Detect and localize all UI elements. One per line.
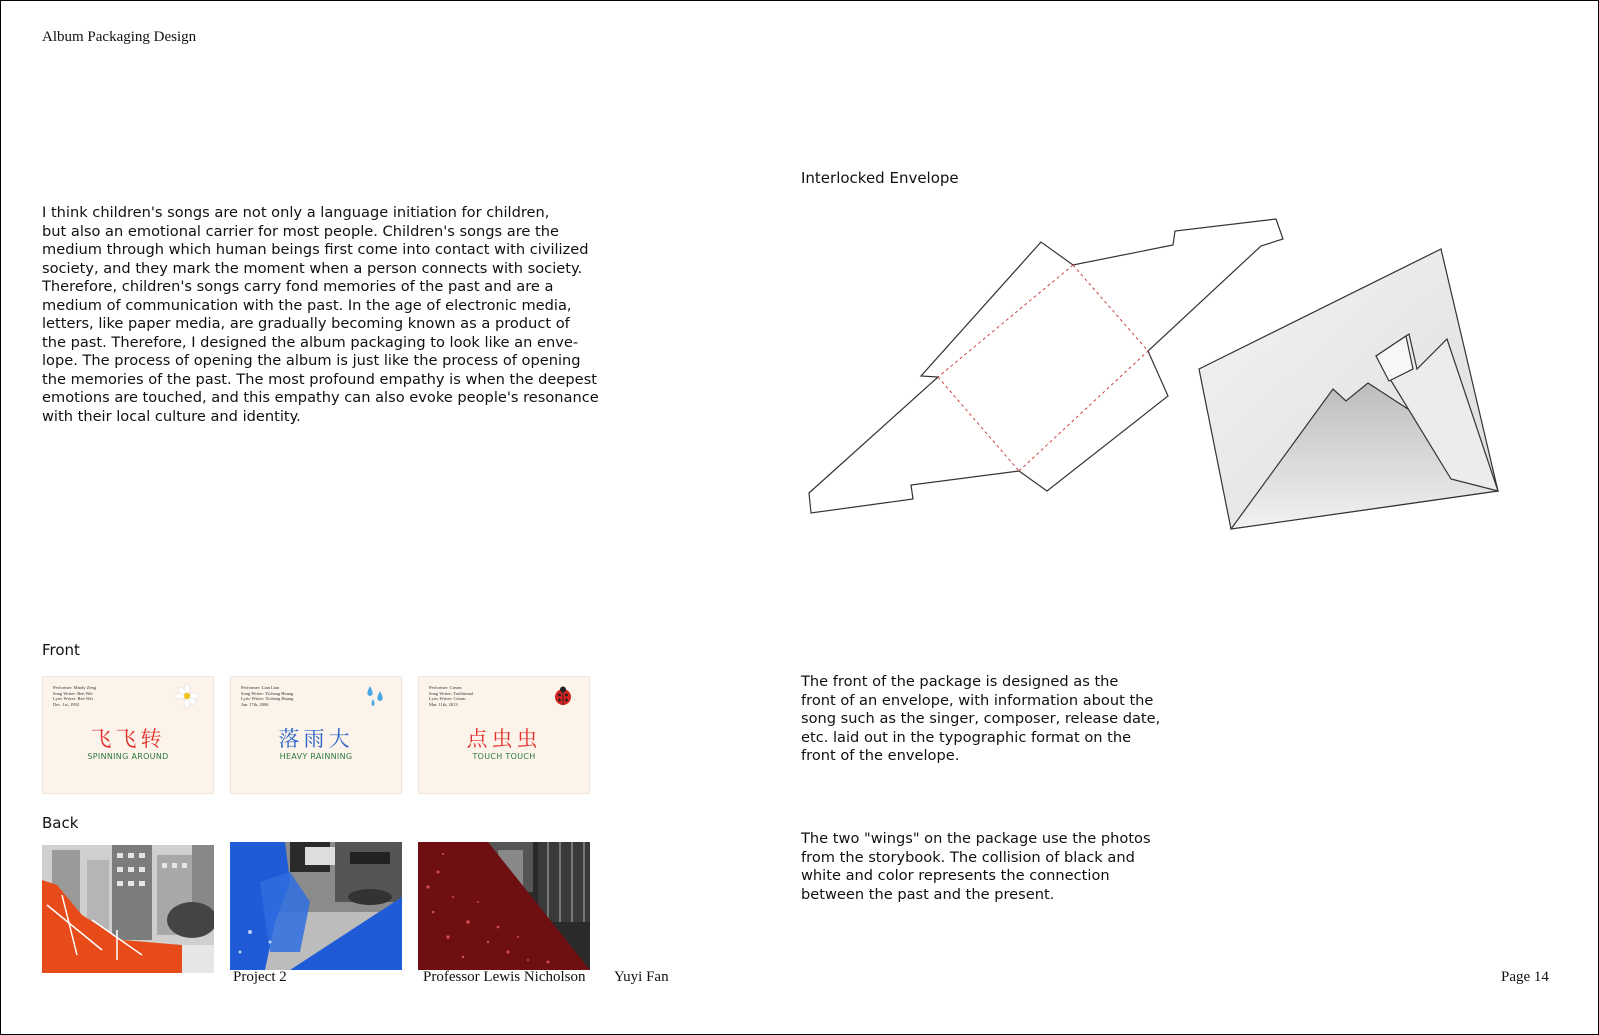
meta-line: Lyric Writer: Cream bbox=[429, 696, 466, 701]
intro-line: the memories of the past. The most profound empathy is when the deepest bbox=[42, 370, 597, 388]
song-title-cn: 落雨大 bbox=[278, 727, 354, 751]
desc-line: white and color represents the connection bbox=[801, 867, 1110, 884]
desc-line: song such as the singer, composer, release date, bbox=[801, 710, 1161, 727]
meta-line: Dec. 1st, 1992 bbox=[53, 701, 79, 707]
song-title-cn: 飞飞转 bbox=[90, 727, 166, 751]
fold-line bbox=[1019, 351, 1148, 471]
card-meta bbox=[429, 685, 473, 707]
song-title-en: TOUCH TOUCH bbox=[472, 752, 536, 761]
raindrops-icon bbox=[361, 683, 389, 709]
glitter-street-photo bbox=[418, 842, 590, 970]
wings-description bbox=[801, 830, 1171, 904]
desc-line: The front of the package is designed as the bbox=[801, 673, 1119, 690]
meta-line: Performer: Mindy Zeng bbox=[53, 685, 96, 690]
fold-line bbox=[938, 377, 1019, 471]
desc-line: from the storybook. The collision of black and bbox=[801, 848, 1135, 866]
intro-line: with their local culture and identity. bbox=[42, 407, 301, 425]
desc-line: front of the envelope. bbox=[801, 747, 960, 764]
city-street-photo bbox=[42, 845, 214, 973]
flooded-street-photo bbox=[230, 842, 402, 970]
song-title-en: HEAVY RAINNING bbox=[279, 752, 353, 761]
fold-line bbox=[1073, 265, 1148, 351]
back-label: Back bbox=[42, 814, 79, 832]
meta-line: Song Writer: Traditional bbox=[429, 690, 473, 696]
footer-professor: Professor Lewis Nicholson bbox=[423, 969, 586, 985]
intro-line: medium through which human beings first come into contact with civilized bbox=[42, 241, 589, 258]
ladybug-icon bbox=[549, 683, 577, 709]
intro-paragraph bbox=[42, 204, 602, 426]
intro-line: Therefore, children's songs carry fond memories of the past and are a bbox=[42, 278, 554, 295]
front-description bbox=[801, 673, 1171, 766]
folded-envelope bbox=[1199, 249, 1498, 529]
meta-line: Jan. 17th, 2006 bbox=[241, 701, 269, 707]
intro-line: emotions are touched, and this empathy can also evoke people's resonance bbox=[42, 389, 599, 406]
footer-author: Yuyi Fan bbox=[614, 969, 669, 985]
desc-line: etc. laid out in the typographic format on the bbox=[801, 728, 1132, 746]
song-title-cn: 点虫虫 bbox=[466, 727, 542, 751]
intro-line: I think children's songs are not only a language initiation for children, bbox=[42, 204, 550, 221]
front-label: Front bbox=[42, 641, 80, 659]
page-number: Page 14 bbox=[1501, 969, 1549, 985]
meta-line: Song Writer: Ren Wei bbox=[53, 690, 93, 696]
intro-line: the past. Therefore, I designed the album packaging to look like an enve- bbox=[42, 333, 579, 351]
daisy-icon bbox=[173, 683, 201, 709]
desc-line: The two "wings" on the package use the photos bbox=[801, 830, 1151, 847]
meta-line: Performer: Lian Lian bbox=[241, 685, 280, 690]
meta-line: Song Writer: Yicheng Huang bbox=[241, 690, 294, 696]
intro-line: letters, like paper media, are gradually becoming known as a product of bbox=[42, 315, 570, 332]
intro-line: society, and they mark the moment when a person connects with society. bbox=[42, 259, 583, 277]
meta-line: Mar. 11th, 2013 bbox=[429, 701, 458, 707]
footer-project: Project 2 bbox=[233, 969, 287, 985]
intro-line: lope. The process of opening the album is just like the process of opening bbox=[42, 352, 581, 369]
song-title-en: SPINNING AROUND bbox=[87, 752, 169, 761]
desc-line: front of an envelope, with information about the bbox=[801, 691, 1154, 709]
intro-line: medium of communication with the past. In the age of electronic media, bbox=[42, 296, 572, 314]
meta-line: Lyric Writer: Yicheng Huang bbox=[241, 696, 294, 701]
intro-line: but also an emotional carrier for most people. Children's songs are the bbox=[42, 222, 559, 240]
desc-line: between the past and the present. bbox=[801, 885, 1055, 903]
front-card-heavy-rainning bbox=[230, 676, 402, 794]
card-meta bbox=[241, 685, 293, 707]
front-card-spinning-around bbox=[42, 676, 214, 794]
front-card-touch-touch bbox=[418, 676, 590, 794]
meta-line: Performer: Cream bbox=[429, 685, 462, 690]
envelope-title: Interlocked Envelope bbox=[801, 169, 959, 187]
card-meta bbox=[53, 685, 96, 707]
envelope-diagram bbox=[801, 201, 1541, 601]
meta-line: Lyric Writer: Ren Wei bbox=[53, 696, 93, 701]
page-title: Album Packaging Design bbox=[42, 29, 197, 45]
